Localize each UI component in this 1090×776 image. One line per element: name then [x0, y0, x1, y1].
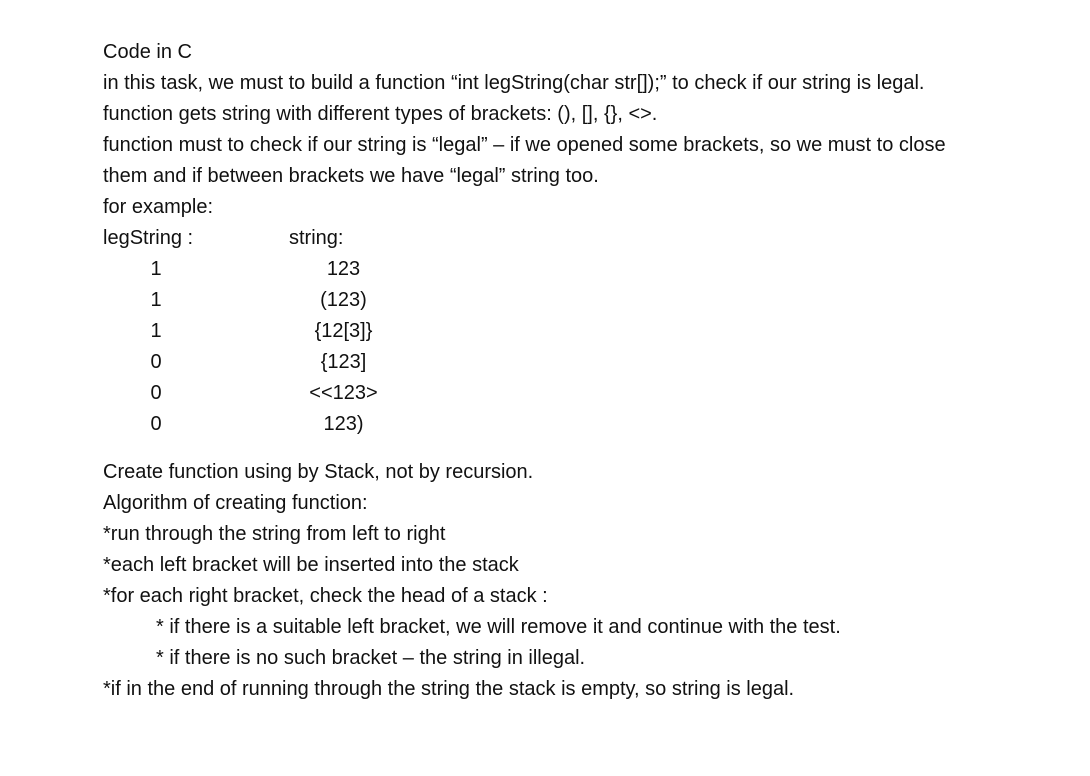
table-row	[103, 285, 503, 316]
instruction-line: Algorithm of creating function:	[103, 492, 368, 514]
string-value: <<123>	[309, 382, 378, 404]
result-value: 1	[150, 320, 162, 342]
string-value: 123	[326, 258, 361, 280]
intro-line: them and if between brackets we have “legal” string too.	[103, 165, 599, 187]
result-value: 0	[150, 413, 162, 435]
table-row	[103, 409, 503, 440]
intro-line: for example:	[103, 196, 214, 218]
table-row	[103, 254, 503, 285]
example-table	[103, 223, 503, 440]
table-row	[103, 378, 503, 409]
instruction-line: *each left bracket will be inserted into the stack	[103, 554, 519, 576]
string-value: 123)	[323, 413, 364, 435]
result-value: 0	[150, 351, 162, 373]
document-body	[103, 37, 1063, 705]
sub-point-line: * if there is a suitable left bracket, we will remove it and continue with the test.	[156, 616, 841, 638]
instruction-line: *for each right bracket, check the head of a stack :	[103, 585, 548, 607]
intro-line: in this task, we must to build a function “int legString(char str[]);” to check if our string is legal.	[103, 72, 925, 94]
result-value: 1	[150, 289, 162, 311]
column-header-string: string:	[289, 227, 344, 249]
intro-line: function must to check if our string is “legal” – if we opened some brackets, so we must to close	[103, 134, 946, 156]
final-point-line: *if in the end of running through the string the stack is empty, so string is legal.	[103, 678, 795, 700]
intro-line: function gets string with different types of brackets: (), [], {}, <>.	[103, 103, 658, 125]
table-row	[103, 347, 503, 378]
instruction-line: Create function using by Stack, not by recursion.	[103, 461, 534, 483]
result-value: 0	[150, 382, 162, 404]
sub-point-line: * if there is no such bracket – the string in illegal.	[156, 647, 586, 669]
string-value: (123)	[320, 289, 367, 311]
document-title: Code in C	[103, 41, 192, 63]
table-row	[103, 316, 503, 347]
column-header-result: legString :	[103, 227, 194, 249]
string-value: {12[3]}	[314, 320, 373, 342]
result-value: 1	[150, 258, 162, 280]
table-header	[103, 223, 503, 254]
paragraph-spacer	[103, 440, 1063, 457]
instruction-line: *run through the string from left to right	[103, 523, 446, 545]
string-value: {123]	[320, 351, 367, 373]
